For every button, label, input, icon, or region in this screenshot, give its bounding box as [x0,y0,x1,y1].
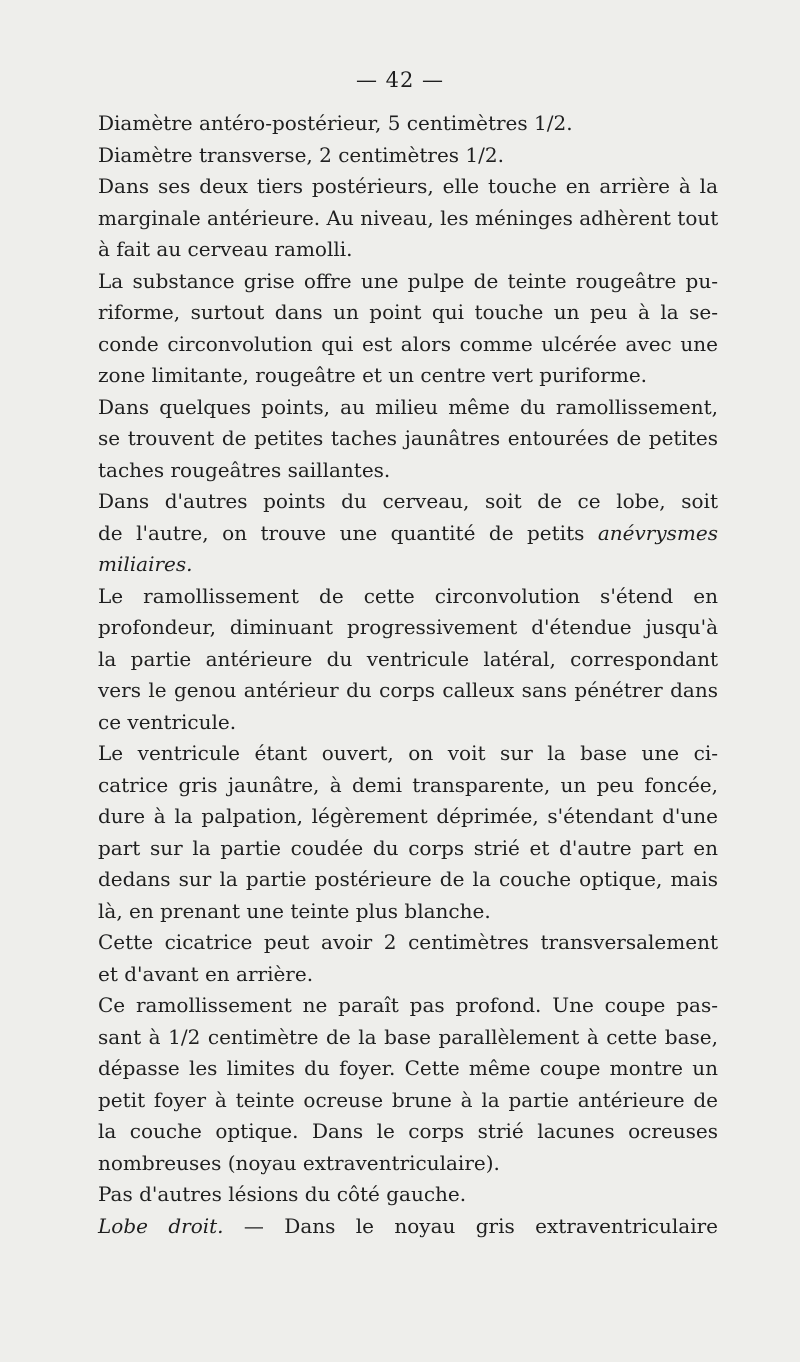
text-line [98,360,718,392]
page-number: — 42 — [355,68,445,92]
text-line [98,329,718,361]
line-text: la couche optique. Dans le corps strié lacunes ocreuses [98,1119,718,1143]
text-line [98,801,718,833]
text-line [98,297,718,329]
text-line [98,959,718,991]
text-line [98,518,718,550]
line-text: dépasse les limites du foyer. Cette même coupe montre un [98,1056,718,1080]
line-text: Dans ses deux tiers postérieurs, elle touche en arrière à la [98,174,718,198]
line-text: Ce ramollissement ne paraît pas profond. Une coupe pas- [98,993,718,1017]
line-text: — Dans le noyau gris extraventriculaire [223,1213,718,1238]
line-text: Dans d'autres points du cerveau, soit de ce lobe, soit [98,489,718,513]
text-line [98,927,718,959]
line-text: Diamètre antéro-postérieur, 5 centimètres 1/2. [98,111,573,135]
text-line [98,644,718,676]
line-text: à fait au cerveau ramolli. [98,237,353,261]
line-text: zone limitante, rougeâtre et un centre vert puriforme. [98,363,648,387]
text-line [98,896,718,928]
line-text: se trouvent de petites taches jaunâtres entourées de petites [98,426,718,450]
italic-text: anévrysmes [597,520,718,545]
line-text: Cette cicatrice peut avoir 2 centimètres transversalement [98,930,718,954]
body-text [98,108,718,1242]
text-line [98,1116,718,1148]
line-text: taches rougeâtres saillantes. [98,457,391,482]
text-line [98,455,718,487]
text-line [98,1085,718,1117]
text-line [98,266,718,298]
text-line [98,770,718,802]
italic-text: miliaires. [98,552,193,576]
line-text: part sur la partie coudée du corps strié et d'autre part en [98,835,718,860]
text-line [98,203,718,235]
line-text: Le ventricule étant ouvert, on voit sur la base une ci- [98,741,718,765]
text-line [98,423,718,455]
line-text: La substance grise offre une pulpe de teinte rougeâtre pu- [98,268,718,293]
line-text: Pas d'autres lésions du côté gauche. [98,1182,467,1206]
line-text: dure à la palpation, légèrement déprimée, s'étendant d'une [98,804,718,828]
line-text: sant à 1/2 centimètre de la base parallèlement à cette base, [98,1024,718,1049]
text-line [98,392,718,424]
line-text: nombreuses (noyau extraventriculaire). [98,1150,500,1175]
line-text: Dans quelques points, au milieu même du ramollissement, [98,394,718,419]
line-text: dedans sur la partie postérieure de la couche optique, mais [98,867,718,891]
line-text: Le ramollissement de cette circonvolution s'étend en [98,583,718,608]
text-line [98,1053,718,1085]
text-line [98,549,718,581]
text-line [98,707,718,739]
text-line [98,833,718,865]
text-line [98,1211,718,1243]
line-text: marginale antérieure. Au niveau, les méninges adhèrent tout [98,205,719,230]
line-text: conde circonvolution qui est alors comme ulcérée avec une [98,331,718,356]
line-text: de l'autre, on trouve une quantité de petits [98,520,585,545]
text-line [98,1022,718,1054]
line-text: et d'avant en arrière. [98,961,314,986]
line-text: la partie antérieure du ventricule latéral, correspondant [98,646,718,671]
line-text: riforme, surtout dans un point qui touche un peu à la se- [98,300,718,324]
text-line [98,581,718,613]
text-line [98,108,718,140]
text-line [98,864,718,896]
line-text: Diamètre transverse, 2 centimètres 1/2. [98,142,504,167]
italic-text: Lobe droit. [98,1213,224,1238]
text-line [98,738,718,770]
text-line [98,1179,718,1211]
line-text: là, en prenant une teinte plus blanche. [98,898,491,923]
text-line [98,1148,718,1180]
text-line [98,234,718,266]
text-line [98,990,718,1022]
line-text: vers le genou antérieur du corps calleux sans pénétrer dans [98,678,718,702]
line-text: petit foyer à teinte ocreuse brune à la partie antérieure de [98,1087,718,1112]
line-text: ce ventricule. [98,709,237,734]
line-text: catrice gris jaunâtre, à demi transparente, un peu foncée, [98,772,718,797]
text-line [98,486,718,518]
text-line [98,675,718,707]
text-line [98,140,718,172]
text-line [98,171,718,203]
line-text: profondeur, diminuant progressivement d'étendue jusqu'à [98,615,718,639]
text-line [98,612,718,644]
